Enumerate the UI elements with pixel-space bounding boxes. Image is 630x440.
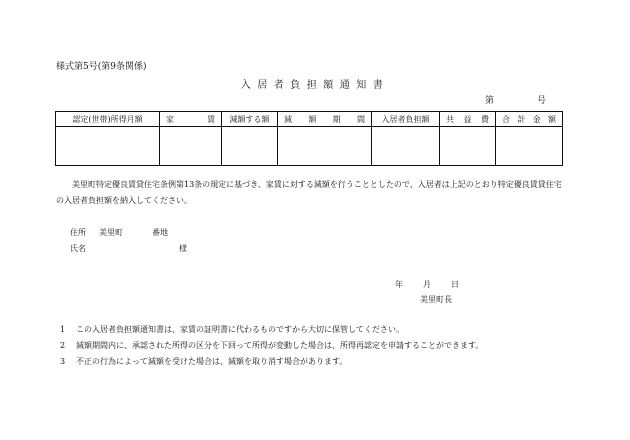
column-header-burden: 入居者負担額 xyxy=(372,112,440,127)
header-char: 共 xyxy=(446,114,454,124)
address-label: 住所 xyxy=(70,228,86,237)
cell-burden xyxy=(372,127,440,166)
header-char: 期 xyxy=(332,114,341,124)
burden-table xyxy=(55,111,563,166)
header-char: 額 xyxy=(547,114,556,124)
address-town: 美里町 xyxy=(99,228,123,237)
document-number-label: 第 xyxy=(485,96,495,106)
header-char: 賃 xyxy=(207,114,215,124)
cell-reduction xyxy=(222,127,278,166)
header-char: 合 xyxy=(502,114,510,124)
table-row xyxy=(56,127,563,166)
header-char: 益 xyxy=(463,114,472,124)
header-char: 間 xyxy=(356,114,365,124)
note-item xyxy=(60,338,483,354)
honorific: 様 xyxy=(179,244,187,253)
header-char: 家 xyxy=(166,114,174,124)
note-number: 1 xyxy=(60,325,66,334)
notes-list xyxy=(60,322,483,370)
year-label: 年 xyxy=(395,280,403,289)
table-header-row xyxy=(56,112,563,127)
note-text: この入居者負担額通知書は、家賃の証明書に代わるものですから大切に保管してください。 xyxy=(76,325,404,334)
column-header-period xyxy=(278,112,372,127)
name-label: 氏名 xyxy=(70,244,86,253)
column-header-rent xyxy=(160,112,222,127)
document-title: 入居者負担額通知書 xyxy=(240,80,390,91)
day-label: 日 xyxy=(451,280,459,289)
column-header-reduction: 減額する額 xyxy=(222,112,278,127)
header-char: 費 xyxy=(481,114,489,124)
month-label: 月 xyxy=(423,280,431,289)
notice-paragraph-text: 美里町特定優良賃貸住宅条例第13条の規定に基づき、家賃に対する減額を行うこととしたので、入居者は上記のとおり特定優良賃貸住宅の入居者負担額を納入してください。 xyxy=(56,180,562,205)
note-number: 3 xyxy=(60,357,66,366)
column-header-common-fee xyxy=(440,112,496,127)
cell-period xyxy=(278,127,372,166)
cell-common-fee xyxy=(440,127,496,166)
form-number: 様式第5号(第9条関係) xyxy=(56,62,147,72)
header-char: 減 xyxy=(284,114,292,124)
note-item xyxy=(60,322,483,338)
document-number-suffix: 号 xyxy=(537,96,547,106)
cell-total xyxy=(496,127,563,166)
column-header-income: 認定(世帯)所得月額 xyxy=(56,112,160,127)
note-number: 2 xyxy=(60,341,66,350)
address-lot-label: 番地 xyxy=(152,228,168,237)
note-item xyxy=(60,354,483,370)
note-text: 減額期間内に、承認された所得の区分を下回って所得が変動した場合は、所得再認定を申請することができます。 xyxy=(76,341,484,350)
header-char: 金 xyxy=(532,114,541,124)
column-header-total xyxy=(496,112,563,127)
header-char: 計 xyxy=(517,114,526,124)
note-text: 不正の行為によって減額を受けた場合は、減額を取り消す場合があります。 xyxy=(76,357,348,366)
cell-income xyxy=(56,127,160,166)
notice-paragraph xyxy=(56,177,564,209)
header-char: 額 xyxy=(308,114,317,124)
cell-rent xyxy=(160,127,222,166)
issuer-mayor: 美里町長 xyxy=(420,295,452,304)
